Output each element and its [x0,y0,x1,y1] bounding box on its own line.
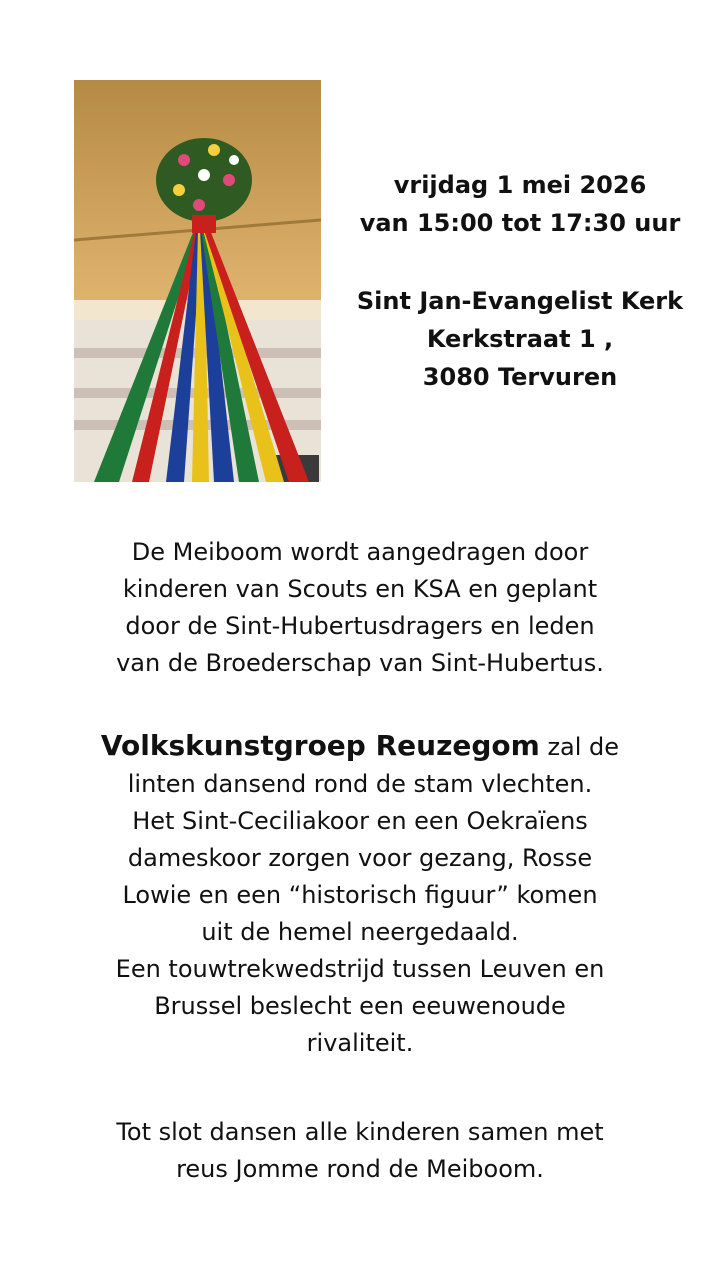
paragraph-line: Tot slot dansen alle kinderen samen met [116,1118,604,1146]
paragraph-line: door de Sint-Hubertusdragers en leden [125,612,595,640]
event-city: 3080 Tervuren [422,363,618,391]
paragraph-line: kinderen van Scouts en KSA en geplant [122,575,598,603]
paragraph-closing [40,1114,680,1188]
paragraph-line: zal de [539,733,620,761]
event-date: vrijdag 1 mei 2026 [393,171,647,199]
paragraph-line: van de Broederschap van Sint-Hubertus. [116,649,604,677]
paragraph-line: Het Sint-Ceciliakoor en een Oekraïens [132,807,588,835]
paragraph-line: linten dansend rond de stam vlechten. [127,770,593,798]
paragraph-line: reus Jomme rond de Meiboom. [176,1155,544,1183]
paragraph-intro [40,534,680,682]
paragraph-line: De Meiboom wordt aangedragen door [131,538,589,566]
paragraph-line: rivaliteit. [306,1029,414,1057]
event-info [350,166,690,396]
paragraph-line: dameskoor zorgen voor gezang, Rosse [127,844,593,872]
paragraph-line: Lowie en een “historisch figuur” komen [122,881,598,909]
paragraph-program [40,727,680,1062]
event-time: van 15:00 tot 17:30 uur [359,209,681,237]
event-street: Kerkstraat 1 , [426,325,614,353]
paragraph-line: Brussel beslecht een eeuwenoude [154,992,566,1020]
paragraph-line: Een touwtrekwedstrijd tussen Leuven en [115,955,605,983]
maypole-photo [74,80,321,482]
paragraph-line: uit de hemel neergedaald. [201,918,519,946]
group-name: Volkskunstgroep Reuzegom [100,729,540,762]
event-venue: Sint Jan-Evangelist Kerk [356,287,684,315]
